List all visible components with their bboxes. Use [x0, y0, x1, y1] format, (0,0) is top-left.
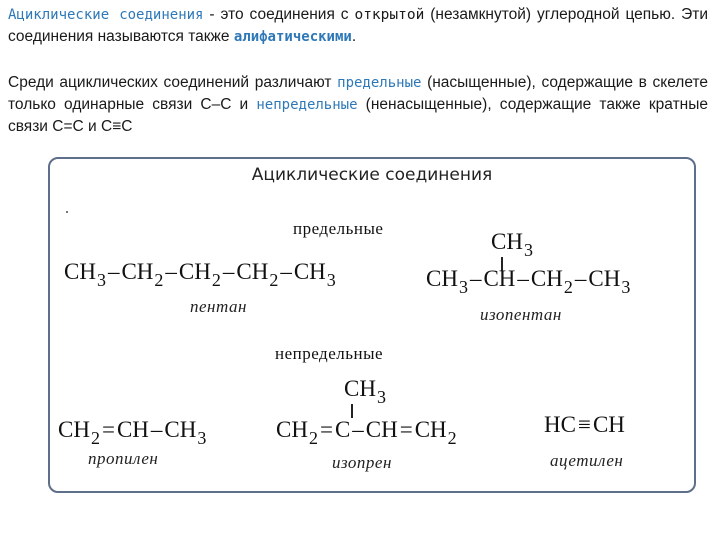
propylene-formula: $CH_2=CH-CH_3$: [58, 417, 207, 448]
isoprene-branch: $CH_3$: [344, 376, 386, 407]
box-title: Ациклические соединения: [251, 165, 493, 185]
p1-rest: (незамкнутой) углеродной цепью. Эти соединения называются также: [8, 6, 708, 45]
propylene-name: пропилен: [88, 449, 159, 468]
intro-paragraph-1: [8, 4, 708, 48]
term-unsaturated: непредельные: [256, 97, 358, 113]
isoprene-formula: $CH_2=C-CH=CH_2$: [276, 417, 457, 448]
unsaturated-heading: непредельные: [275, 344, 384, 363]
open-word: открытой: [354, 7, 425, 23]
term-saturated: предельные: [337, 75, 422, 91]
speck-mark: [66, 211, 68, 213]
pentane-formula: $CH_3-CH_2-CH_2-CH_2-CH_3$: [64, 259, 336, 290]
p2-mid: (насыщенные), содержащие в скелете только одинарные связи С–С и: [8, 74, 708, 113]
saturated-heading: предельные: [293, 219, 384, 238]
p1-mid: - это соединения с: [203, 6, 355, 23]
isoprene-branch-bond: [351, 404, 353, 418]
p1-end: .: [351, 28, 357, 45]
intro-paragraph-2: [8, 72, 708, 137]
acetylene-formula: HC≡CH: [544, 412, 625, 437]
term-aliphatic: алифатическими: [233, 29, 352, 45]
isopentane-formula: $CH_3-CH-CH_2-CH_3$: [426, 266, 631, 297]
term-acyclic: Ациклические соединения: [8, 7, 204, 23]
p2-start: Среди ациклических соединений различают: [8, 74, 338, 91]
isopentane-branch: $CH_3$: [491, 229, 533, 260]
isopentane-name: изопентан: [480, 305, 562, 324]
acyclic-compounds-box: [48, 157, 696, 493]
isoprene-name: изопрен: [332, 453, 392, 472]
acetylene-name: ацетилен: [550, 451, 624, 470]
pentane-name: пентан: [190, 297, 247, 316]
p2-end: (ненасыщенные), содержащие также кратные связи С=С и С≡С: [8, 96, 708, 135]
